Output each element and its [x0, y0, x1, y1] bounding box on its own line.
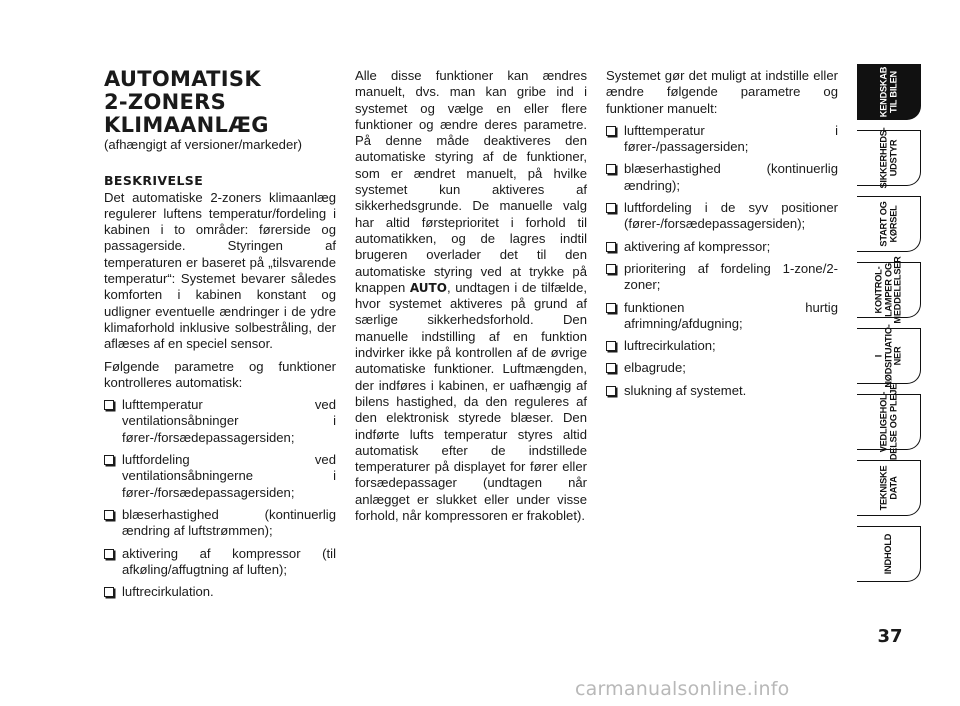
list-item: luftfordeling ved ventilationsåbningerne i fører-/forsædepassagersiden; — [104, 452, 336, 501]
list-item: aktivering af kompressor (til afkøling/affugtning af luften); — [104, 546, 336, 579]
tab-nodsituationer[interactable] — [857, 324, 921, 388]
description-paragraph: Det automatiske 2-zoners klimaanlæg regulerer luftens temperatur/fordeling i kabinen i to områder: førerside og passagerside. Styringen af temperaturen er baseret på „tilsvarende temperatur“: Systemet bevarer således komforten i kabinen konstant og udligner eventuelle ændringer i de ydre klimaforhold inklusive solbestråling, der aflæses af en speciel sensor. — [104, 189, 336, 352]
subtitle: (afhængigt af versioner/markeder) — [104, 137, 302, 152]
middle-column — [355, 68, 587, 524]
list-item: prioritering af fordeling 1-zone/2-zoner; — [606, 261, 838, 294]
page-number: 37 — [877, 626, 903, 647]
tab-label: KONTROL- LAMPER OG MEDDELELSER — [873, 256, 903, 324]
list-item: luftrecirkulation. — [104, 584, 336, 600]
list-item: lufttemperatur i fører-/passagersiden; — [606, 123, 838, 156]
checkbox-bullet-icon — [606, 341, 616, 351]
checkbox-bullet-icon — [606, 386, 616, 396]
checkbox-bullet-icon — [104, 510, 114, 520]
tab-kendskab-til-bilen[interactable] — [857, 64, 921, 120]
list-item: aktivering af kompressor; — [606, 239, 838, 255]
left-column — [104, 68, 336, 606]
tab-label: KENDSKAB TIL BILEN — [877, 66, 898, 118]
tab-label: SIKKERHEDS- UDSTYR — [877, 127, 898, 189]
checkbox-bullet-icon — [104, 455, 114, 465]
tab-label: START OG KØRSEL — [877, 201, 898, 247]
tab-kontrollamper[interactable] — [857, 256, 921, 324]
page-title: AUTOMATISK 2-ZONERS KLIMAANLÆG — [104, 67, 269, 137]
auto-functions-list — [104, 397, 336, 600]
tab-sikkerhedsudstyr[interactable] — [857, 127, 921, 189]
tab-start-og-korsel[interactable] — [857, 196, 921, 252]
tab-label: INDHOLD — [882, 533, 893, 575]
list-item: funktionen hurtig afrimning/afdugning; — [606, 300, 838, 333]
checkbox-bullet-icon — [606, 264, 616, 274]
list-item: luftfordeling i de syv positioner (fører-/forsædepassagersiden); — [606, 200, 838, 233]
list-item: lufttemperatur ved ventilationsåbninger i fører-/forsædepassagersiden; — [104, 397, 336, 446]
checkbox-bullet-icon — [606, 164, 616, 174]
checkbox-bullet-icon — [606, 126, 616, 136]
list-item: blæserhastighed (kontinuerlig ændring); — [606, 161, 838, 194]
tab-indhold[interactable] — [857, 526, 921, 582]
tab-vedligeholdelse[interactable] — [857, 383, 921, 461]
manual-functions-list — [606, 123, 838, 399]
auto-intro-paragraph: Følgende parametre og funktioner kontrolleres automatisk: — [104, 358, 336, 390]
checkbox-bullet-icon — [606, 203, 616, 213]
checkbox-bullet-icon — [104, 400, 114, 410]
chapter-tabs — [857, 64, 921, 592]
section-heading: BESKRIVELSE — [104, 173, 204, 189]
checkbox-bullet-icon — [104, 587, 114, 597]
checkbox-bullet-icon — [606, 242, 616, 252]
tab-label: I NØDSITUATIO- NER — [873, 324, 903, 388]
list-item: elbagrude; — [606, 360, 838, 376]
list-item: slukning af systemet. — [606, 383, 838, 399]
list-item: luftrecirkulation; — [606, 338, 838, 354]
list-item: blæserhastighed (kontinuerlig ændring af luftstrømmen); — [104, 507, 336, 540]
auto-button-label: AUTO — [409, 280, 447, 295]
checkbox-bullet-icon — [606, 303, 616, 313]
right-column — [606, 68, 838, 405]
manual-intro-paragraph: Systemet gør det muligt at indstille eller ændre følgende parametre og funktioner manuelt: — [606, 68, 838, 116]
checkbox-bullet-icon — [104, 549, 114, 559]
watermark: carmanualsonline.info — [575, 678, 790, 700]
manual-override-paragraph: Alle disse funktioner kan ændres manuelt, dvs. man kan gribe ind i systemet og vælge en eller flere funktioner og ændre deres parametre. På denne måde deaktiveres den automatiske styring af de funktioner, som er ændret manuelt, på hvilke systemet kun aktiveres af sikkerhedsgrunde. De manuelle valg har altid førsteprioritet i forhold til automatikken, og de lagres indtil brugeren overlader det til den automatiske styring ved at trykke på knappen AUTO, undtagen i de tilfælde, hvor systemet aktiveres på grund af særlige sikkerhedsforhold. Den manuelle indstilling af en funktion indvirker ikke på kontrollen af de øvrige automatiske funktioner. Luftmængden, der indføres i kabinen, er uafhængig af bilens hastighed, da den reguleres af den elektronisk styrede blæser. Den indførte lufts temperatur styres altid automatisk efter de indstillede temperaturer på displayet for fører eller forsædepassager (undtagen når anlægget er slukket eller under visse forhold, når kompressoren er frakoblet). — [355, 68, 587, 524]
tab-label: TEKNISKE DATA — [877, 465, 898, 511]
checkbox-bullet-icon — [606, 363, 616, 373]
tab-tekniske-data[interactable] — [857, 460, 921, 516]
tab-label: VEDLIGEHOL- DELSE OG PLEJE — [877, 383, 898, 461]
